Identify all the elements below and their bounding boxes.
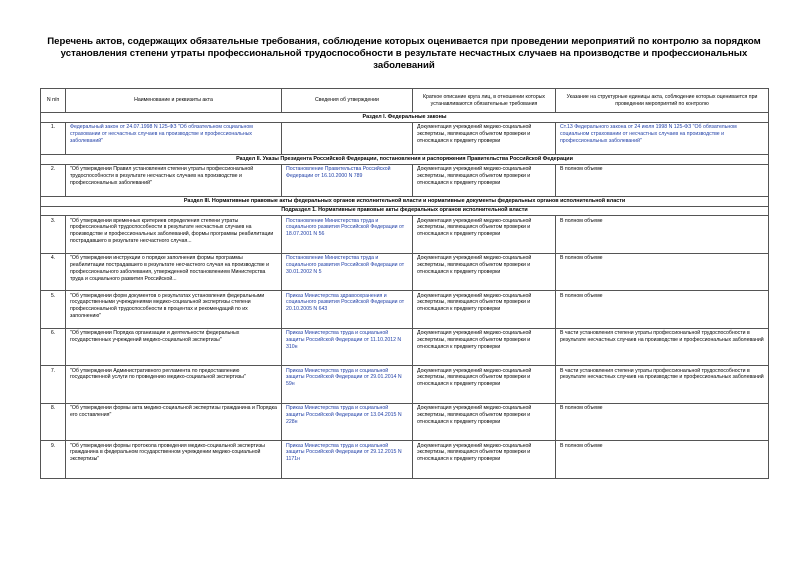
act-name-cell: "Об утверждении Административного регламента по предоставлению государственной услуги по проведению медико-социальной экспертизы" — [66, 366, 282, 404]
scope-cell: Документация учреждений медико-социальной экспертизы, являющаяся объектом проверки и относящаяся к предмету проверки — [413, 122, 556, 155]
table-row — [41, 164, 769, 197]
act-name-cell: "Об утверждении инструкции о порядке заполнения формы программы реабилитации пострадавшего в результате несчастного случая на производстве и профессионального заболевания, утвержденной постановлением Министерства труда и социального развития Российской... — [66, 253, 282, 291]
header-row — [41, 89, 769, 113]
section-title: Раздел III. Нормативные правовые акты федеральных органов исполнительной власти и нормативные документы федеральных органов исполнительной власти — [41, 197, 769, 207]
approval-link[interactable] — [282, 122, 413, 155]
act-name-cell: "Об утверждении Правил установления степени утраты профессиональной трудоспособности в результате несчастных случаев на производстве и профессиональных заболеваний" — [66, 164, 282, 197]
act-name-link[interactable]: Федеральный закон от 24.07.1998 N 125-ФЗ "Об обязательном социальном страховании от несчастных случаев на производстве и профессиональных заболеваний" — [66, 122, 282, 155]
row-number: 9. — [41, 441, 66, 479]
table-row — [41, 403, 769, 441]
header-number: N п/п — [41, 89, 66, 113]
acts-table — [40, 88, 769, 479]
section-row — [41, 155, 769, 165]
act-name-cell: "Об утверждении форм документов о результатах установления федеральными государственными учреждениями медико-социальной экспертизы степени профессиональной трудоспособности в процентах и рекомендаций по их заполнению" — [66, 291, 282, 329]
scope-cell: Документация учреждений медико-социальной экспертизы, являющаяся объектом проверки и относящаяся к предмету проверки — [413, 441, 556, 479]
header-act-name: Наименование и реквизиты акта — [66, 89, 282, 113]
row-number: 6. — [41, 328, 66, 366]
units-cell: В полном объеме — [556, 164, 769, 197]
subsection-title: Подраздел 1. Нормативные правовые акты федеральных органов исполнительной власти — [41, 206, 769, 216]
units-cell: В полном объеме — [556, 253, 769, 291]
approval-link[interactable]: Приказ Министерства здравоохранения и социального развития Российской Федерации от 20.10.2005 N 643 — [282, 291, 413, 329]
scope-cell: Документация учреждений медико-социальной экспертизы, являющаяся объектом проверки и относящаяся к предмету проверки — [413, 216, 556, 254]
row-number: 8. — [41, 403, 66, 441]
act-name-cell: "Об утверждении формы акта медико-социальной экспертизы гражданина и Порядка его составления" — [66, 403, 282, 441]
subsection-row — [41, 206, 769, 216]
table-row — [41, 328, 769, 366]
units-cell: В полном объеме — [556, 403, 769, 441]
approval-link[interactable]: Приказ Министерства труда и социальной защиты Российской Федерации от 29.01.2014 N 59н — [282, 366, 413, 404]
row-number: 2. — [41, 164, 66, 197]
section-title: Раздел I. Федеральные законы — [41, 113, 769, 123]
row-number: 5. — [41, 291, 66, 329]
table-row — [41, 366, 769, 404]
units-cell: В части установления степени утраты профессиональной трудоспособности в результате несчастных случаев на производстве и профессиональных заболеваний — [556, 328, 769, 366]
act-name-cell: "Об утверждении Порядка организации и деятельности федеральных государственных учреждений медико-социальной экспертизы" — [66, 328, 282, 366]
table-row — [41, 291, 769, 329]
scope-cell: Документация учреждений медико-социальной экспертизы, являющаяся объектом проверки и относящаяся к предмету проверки — [413, 403, 556, 441]
table-row — [41, 216, 769, 254]
approval-link[interactable]: Приказ Министерства труда и социальной защиты Российской Федерации от 13.04.2015 N 228н — [282, 403, 413, 441]
section-title: Раздел II. Указы Президента Российской Федерации, постановления и распоряжения Правительства Российской Федерации — [41, 155, 769, 165]
scope-cell: Документация учреждений медико-социальной экспертизы, являющаяся объектом проверки и относящаяся к предмету проверки — [413, 291, 556, 329]
units-cell: В полном объеме — [556, 441, 769, 479]
section-row — [41, 197, 769, 207]
scope-cell: Документация учреждений медико-социальной экспертизы, являющаяся объектом проверки и относящаяся к предмету проверки — [413, 164, 556, 197]
approval-link[interactable]: Постановление Правительства Российской Федерации от 16.10.2000 N 789 — [282, 164, 413, 197]
approval-link[interactable]: Приказ Министерства труда и социальной защиты Российской Федерации от 11.10.2012 N 310н — [282, 328, 413, 366]
header-approval: Сведения об утверждении — [282, 89, 413, 113]
approval-link[interactable]: Постановление Министерства труда и социального развития Российской Федерации от 18.07.2001 N 56 — [282, 216, 413, 254]
table-row — [41, 122, 769, 155]
units-cell: В полном объеме — [556, 291, 769, 329]
row-number: 1. — [41, 122, 66, 155]
table-row — [41, 441, 769, 479]
document-title: Перечень актов, содержащих обязательные требования, соблюдение которых оценивается при проведении мероприятий по контролю за порядком установления степени утраты профессиональной трудоспособности в результате несчастных случаев на производстве и профессиональных заболеваний — [47, 36, 761, 71]
header-scope: Краткое описание круга лиц, в отношении которых устанавливаются обязательные требования — [413, 89, 556, 113]
scope-cell: Документация учреждений медико-социальной экспертизы, являющаяся объектом проверки и относящаяся к предмету проверки — [413, 328, 556, 366]
approval-link[interactable]: Приказ Министерства труда и социальной защиты Российской Федерации от 29.12.2015 N 1171н — [282, 441, 413, 479]
scope-cell: Документация учреждений медико-социальной экспертизы, являющаяся объектом проверки и относящаяся к предмету проверки — [413, 253, 556, 291]
act-name-cell: "Об утверждении временных критериев определения степени утраты профессиональной трудоспособности в результате несчастных случаев на производстве и профессиональных заболеваний, формы программы реабилитации пострадавшего в результате несчастного случая... — [66, 216, 282, 254]
act-name-cell: "Об утверждении формы протокола проведения медико-социальной экспертизы гражданина в федеральном государственном учреждении медико-социальной экспертизы" — [66, 441, 282, 479]
section-row — [41, 113, 769, 123]
row-number: 7. — [41, 366, 66, 404]
scope-cell: Документация учреждений медико-социальной экспертизы, являющаяся объектом проверки и относящаяся к предмету проверки — [413, 366, 556, 404]
table-row — [41, 253, 769, 291]
units-cell: В полном объеме — [556, 216, 769, 254]
units-cell: В части установления степени утраты профессиональной трудоспособности в результате несчастных случаев на производстве и профессиональных заболеваний — [556, 366, 769, 404]
row-number: 3. — [41, 216, 66, 254]
header-units: Указание на структурные единицы акта, соблюдение которых оценивается при проведении мероприятий по контролю — [556, 89, 769, 113]
row-number: 4. — [41, 253, 66, 291]
approval-link[interactable]: Постановление Министерства труда и социального развития Российской Федерации от 30.01.2002 N 5 — [282, 253, 413, 291]
units-link[interactable]: Ст.13 Федерального закона от 24 июля 1998 N 125-ФЗ "Об обязательном социальном страховании от несчастных случаев на производстве и профессиональных заболеваний" — [556, 122, 769, 155]
